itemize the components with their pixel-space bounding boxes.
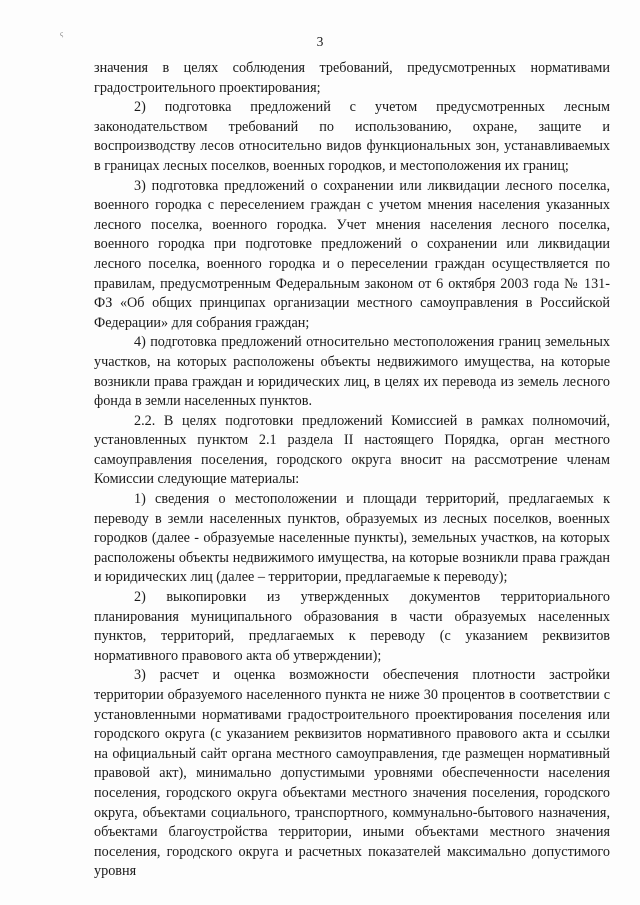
- paragraph-material-1: 1) сведения о местоположении и площади территорий, предлагаемых к переводу в земли населенных пунктов, образуемых из лесных поселков, военных городков (далее - образуемые населенные пункты), земельных участков, на которых расположены объекты недвижимого имущества, на которые возникли права граждан и юридических лиц (далее – территории, предлагаемые к переводу);: [94, 491, 610, 586]
- paragraph-material-3: 3) расчет и оценка возможности обеспечения плотности застройки территории образуемого населенного пункта не ниже 30 процентов в соответствии с установленными нормативами градостроительного проектирования поселения или городского округа (с указанием реквизитов нормативного правового акта и ссылки на официальный сайт органа местного самоуправления, где размещен нормативный правовой акт), минимально допустимыми уровнями обеспеченности населения поселения, городского округа объектами местного значения поселения, городского округа, объектами социального, транспортного, коммунально-бытового назначения, объектами благоустройства территории, иными объектами местного значения поселения, городского округа и расчетных показателей максимально допустимого уровня: [94, 667, 610, 880]
- paragraph-item-2: 2) подготовка предложений с учетом предусмотренных лесным законодательством требований по использованию, охране, защите и воспроизводству лесов относительно видов функциональных зон, устанавливаемых в границах лесных поселков, военных городков, и местоположения их границ;: [94, 99, 610, 174]
- paragraph-section-2-2: 2.2. В целях подготовки предложений Комиссией в рамках полномочий, установленных пунктом 2.1 раздела II настоящего Порядка, орган местного самоуправления поселения, городского округа вносит на рассмотрение членам Комиссии следующие материалы:: [94, 412, 610, 488]
- paragraph-item-4: 4) подготовка предложений относительно местоположения границ земельных участков, на которых расположены объекты недвижимого имущества, на которые возникли права граждан и юридических лиц, в целях их перевода из земель лесного фонда в земли населенных пунктов.: [94, 334, 610, 410]
- scan-speck: ς: [60, 29, 64, 38]
- paragraph-material-2: 2) выкопировки из утвержденных документов территориального планирования муниципального образования в части образуемых населенных пунктов, территорий, предлагаемых к переводу (с указанием реквизитов нормативного правового акта об утверждении);: [94, 589, 610, 664]
- page-number: 3: [316, 34, 324, 49]
- paragraph-continuation: значения в целях соблюдения требований, предусмотренных нормативами градостроительного проектирования;: [94, 60, 610, 96]
- document-body: [94, 59, 610, 882]
- paragraph-item-3: 3) подготовка предложений о сохранении или ликвидации лесного поселка, военного городка с переселением граждан с учетом мнения населения указанных лесного поселка, военного городка. Учет мнения населения лесного поселка, военного городка при подготовке предложений о сохранении или ликвидации лесного поселка, военного городка и о переселении граждан осуществляется по правилам, предусмотренным Федеральным законом от 6 октября 2003 года № 131-ФЗ «Об общих принципах организации местного самоуправления в Российской Федерации» для собрания граждан;: [94, 177, 610, 331]
